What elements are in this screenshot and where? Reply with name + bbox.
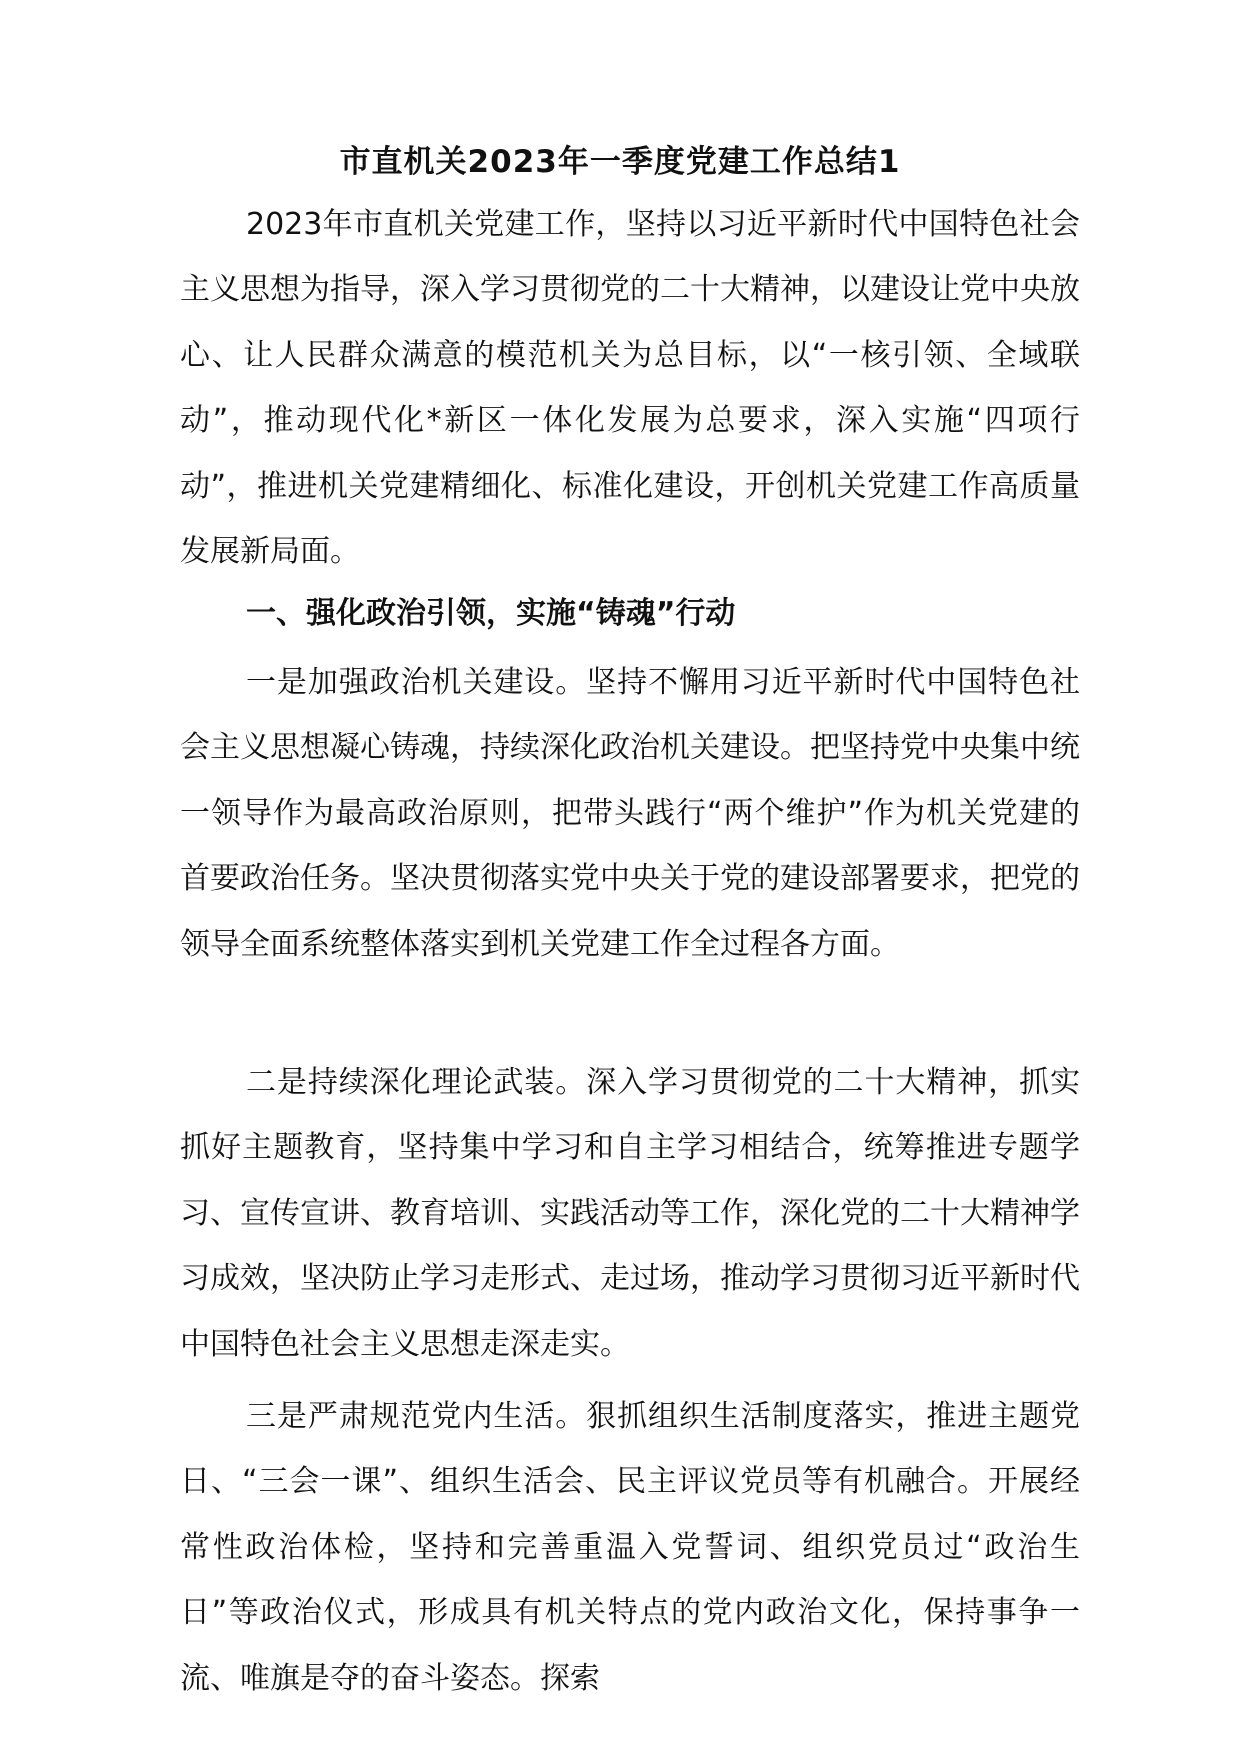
body-paragraph: 二是持续深化理论武装。深入学习贯彻党的二十大精神，抓实抓好主题教育，坚持集中学习和自主学习相结合，统筹推进专题学习、宣传宣讲、教育培训、实践活动等工作，深化党的二十大精神学习成效，坚决防止学习走形式、走过场，推动学习贯彻习近平新时代中国特色社会主义思想走深走实。 bbox=[180, 1065, 1080, 1362]
body-paragraph: 三是严肃规范党内生活。狠抓组织生活制度落实，推进主题党日、“三会一课”、组织生活会、民主评议党员等有机融合。开展经常性政治体检，坚持和完善重温入党誓词、组织党员过“政治生日”等政治仪式，形成具有机关特点的党内政治文化，保持事争一流、唯旗是夺的奋斗姿态。探索 bbox=[180, 1399, 1080, 1696]
intro-paragraph: 2023年市直机关党建工作，坚持以习近平新时代中国特色社会主义思想为指导，深入学习贯彻党的二十大精神，以建设让党中央放心、让人民群众满意的模范机关为总目标，以“一核引领、全域联动”，推动现代化*新区一体化发展为总要求，深入实施“四项行动”，推进机关党建精细化、标准化建设，开创机关党建工作高质量发展新局面。 bbox=[180, 207, 1080, 570]
body-paragraph: 一是加强政治机关建设。坚持不懈用习近平新时代中国特色社会主义思想凝心铸魂，持续深化政治机关建设。把坚持党中央集中统一领导作为最高政治原则，把带头践行“两个维护”作为机关党建的首要政治任务。坚决贯彻落实党中央关于党的建设部署要求，把党的领导全面系统整体落实到机关党建工作全过程各方面。 bbox=[180, 665, 1080, 962]
document-title: 市直机关2023年一季度党建工作总结1 bbox=[339, 144, 901, 180]
section-heading: 一、强化政治引领，实施“铸魂”行动 bbox=[246, 596, 736, 631]
